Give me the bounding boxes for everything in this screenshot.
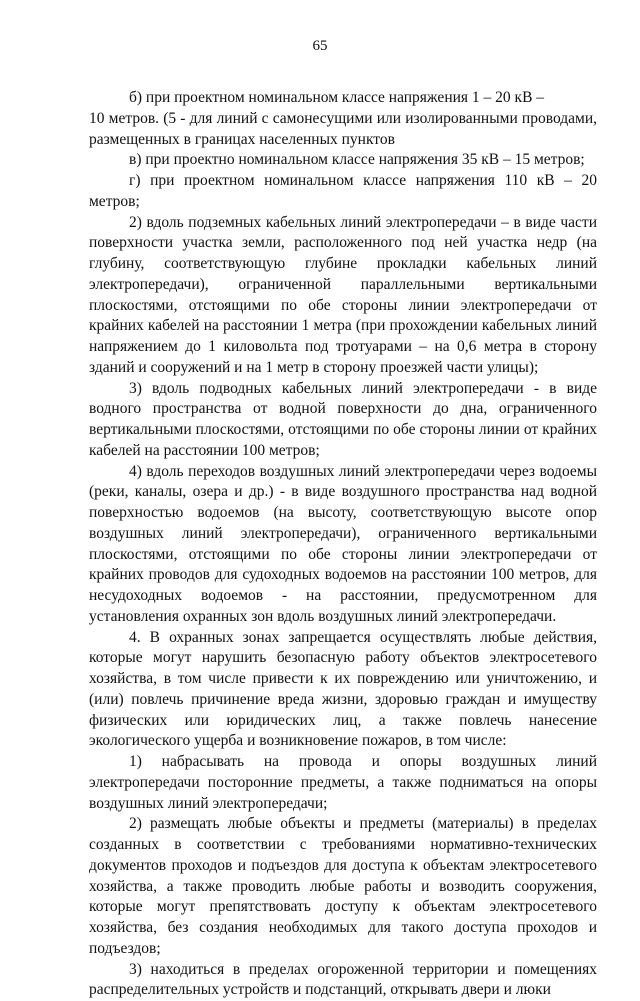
paragraph-v-voltage-35kv: в) при проектно номинальном классе напряжения 35 кВ – 15 метров; bbox=[89, 150, 597, 171]
paragraph-3-underwater-cables: 3) вдоль подводных кабельных линий электропередачи - в виде водного пространства от водной поверхности до дна, ограниченного вертикальными плоскостями, отстоящими по обе стороны линии от крайних кабелей на расстоянии 100 метров; bbox=[89, 379, 597, 462]
paragraph-b-voltage-1-20kv: б) при проектном номинальном классе напряжения 1 – 20 кВ – bbox=[89, 88, 597, 109]
paragraph-g-voltage-110kv: г) при проектном номинальном классе напряжения 110 кВ – 20 метров; bbox=[89, 171, 597, 213]
paragraph-2-underground-cables: 2) вдоль подземных кабельных линий электропередачи – в виде части поверхности участка земли, расположенного под ней участка недр (на глубину, соответствующую глубине прокладки кабельных линий электропередачи), ограниченной параллельными вертикальными плоскостями, отстоящими по обе стороны линии электропередачи от крайних кабелей на расстоянии 1 метра (при прохождении кабельных линий напряжением до 1 киловольта под тротуарами – на 0,6 метра в сторону зданий и сооружений и на 1 метр в сторону проезжей части улицы); bbox=[89, 213, 597, 379]
paragraph-1-throwing-objects: 1) набрасывать на провода и опоры воздушных линий электропередачи посторонние предметы, а также подниматься на опоры воздушных линий электропередачи; bbox=[89, 752, 597, 814]
page-number: 65 bbox=[0, 36, 640, 56]
document-body bbox=[89, 88, 597, 1001]
paragraph-section-4-prohibitions: 4. В охранных зонах запрещается осуществлять любые действия, которые могут нарушить безопасную работу объектов электросетевого хозяйства, в том числе привести к их повреждению или уничтожению, и (или) повлечь причинение вреда жизни, здоровью граждан и имуществу физических или юридических лиц, а также повлечь нанесение экологического ущерба и возникновение пожаров, в том числе: bbox=[89, 628, 597, 753]
paragraph-3-fenced-territory: 3) находиться в пределах огороженной территории и помещениях распределительных устройств и подстанций, открывать двери и люки bbox=[89, 960, 597, 1001]
paragraph-4-overhead-line-crossings: 4) вдоль переходов воздушных линий электропередачи через водоемы (реки, каналы, озера и др.) - в виде воздушного пространства над водной поверхностью водоемов (на высоту, соответствующую высоте опор воздушных линий электропередачи), ограниченного вертикальными плоскостями, отстоящими по обе стороны линии электропередачи от крайних проводов для судоходных водоемов на расстоянии 100 метров, для несудоходных водоемов - на расстоянии, предусмотренном для установления охранных зон вдоль воздушных линий электропередачи. bbox=[89, 462, 597, 628]
paragraph-b-continuation: 10 метров. (5 - для линий с самонесущими или изолированными проводами, размещенных в границах населенных пунктов bbox=[89, 109, 597, 151]
paragraph-2-placing-objects: 2) размещать любые объекты и предметы (материалы) в пределах созданных в соответствии с требованиями нормативно-технических документов проходов и подъездов для доступа к объектам электросетевого хозяйства, а также проводить любые работы и возводить сооружения, которые могут препятствовать доступу к объектам электросетевого хозяйства, без создания необходимых для такого доступа проходов и подъездов; bbox=[89, 814, 597, 959]
